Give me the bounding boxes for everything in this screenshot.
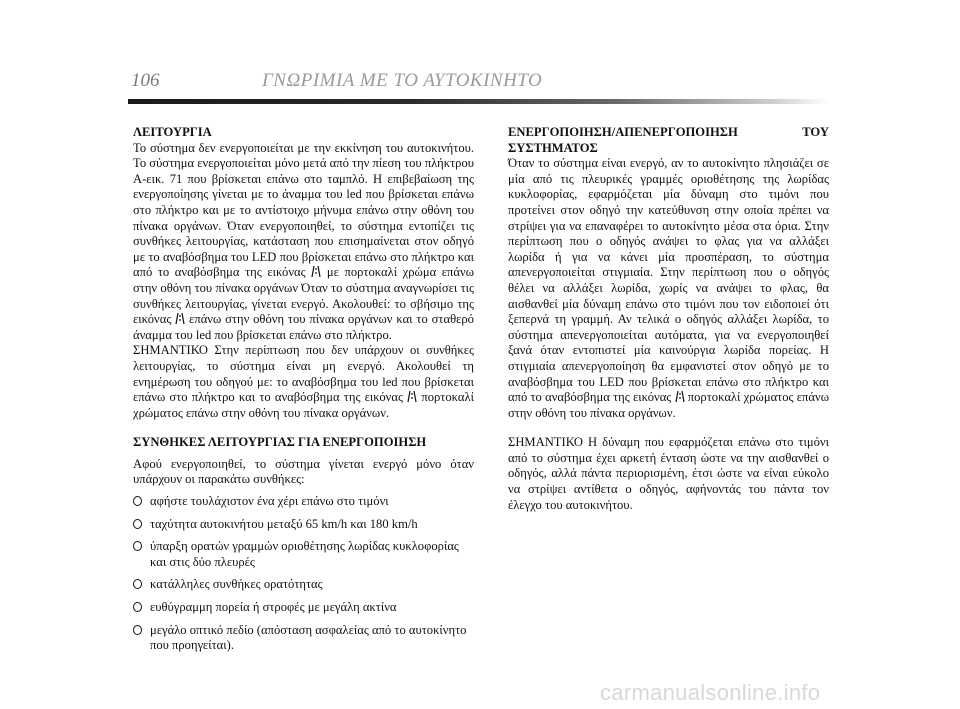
important-note-right: ΣΗΜΑΝΤΙΚΟ Η δύναμη που εφαρμόζεται επάνω στο τιμόνι από το σύστημα έχει αρκετή ένταση ώστε να την αισθανθεί ο οδηγός, αλλά πάντα περιορισμένη, έτσι ώστε να είναι εύκολο να στρίψει αντίθετα ο οδηγός, αφήνοντάς του πάντα τον έλεγχο του αυτοκινήτου. — [508, 435, 829, 512]
lane-assist-icon — [311, 265, 321, 278]
list-item-text: ευθύγραμμη πορεία ή στροφές με μεγάλη ακτίνα — [150, 600, 397, 615]
important-text-2: πορτοκαλί χρώματος επάνω στην οθόνη του πίνακα οργάνων. — [133, 390, 474, 420]
page-number: 106 — [131, 70, 160, 91]
lane-assist-icon — [407, 390, 417, 403]
operation-text-3: επάνω στην οθόνη του πίνακα οργάνων και το σταθερό άναμμα του led που βρίσκεται επάνω στο πλήκτρο. — [133, 312, 474, 342]
bullet-circle-icon — [133, 602, 142, 612]
list-item-text: μεγάλο οπτικό πεδίο (απόσταση ασφαλείας από το αυτοκίνητο που προηγείται). — [150, 622, 467, 653]
lane-assist-icon — [675, 390, 685, 403]
lane-assist-icon — [175, 312, 185, 325]
list-item — [133, 494, 474, 510]
bullet-circle-icon — [133, 541, 142, 551]
activation-paragraph — [508, 156, 829, 421]
left-column — [133, 125, 474, 661]
page-heading: ΓΝΩΡΙΜΙΑ ΜΕ ΤΟ ΑΥΤΟΚΙΝΗΤΟ — [262, 70, 543, 91]
list-item-text: ταχύτητα αυτοκινήτου μεταξύ 65 km/h και 180 km/h — [150, 516, 418, 531]
list-item-text: αφήστε τουλάχιστον ένα χέρι επάνω στο τιμόνι — [150, 494, 389, 509]
bullet-circle-icon — [133, 519, 142, 529]
watermark: carmanualsonline.info — [600, 680, 821, 705]
list-item — [133, 517, 474, 533]
section-heading-operation: ΛΕΙΤΟΥΡΓΙΑ — [133, 125, 212, 139]
list-item — [133, 577, 474, 593]
list-item — [133, 539, 474, 570]
important-note-left — [133, 343, 474, 421]
activation-text-2: πορτοκαλί χρώματος επάνω στην οθόνη του πίνακα οργάνων. — [508, 390, 829, 420]
bullet-circle-icon — [133, 579, 142, 589]
conditions-list — [133, 494, 474, 654]
important-text-1: ΣΗΜΑΝΤΙΚΟ Στην περίπτωση που δεν υπάρχουν οι συνθήκες λειτουργίας, το σύστημα είναι μη ενεργό. Ακολουθεί τη ενημέρωση του οδηγού με: το αναβόσβημα του led που βρίσκεται επάνω στο πλήκτρο και το αναβόσβημα της εικόνας — [133, 343, 474, 405]
right-column — [508, 125, 829, 513]
list-item — [133, 600, 474, 616]
header-rule — [128, 99, 830, 104]
activation-text-1: Όταν το σύστημα είναι ενεργό, αν το αυτοκίνητο πλησιάζει σε μία από τις πλευρικές γραμμές οριοθέτησης της λωρίδας κυκλοφορίας, εφαρμόζεται μία δύναμη στο τιμόνι που προτείνει στον οδηγό την κατεύθυνση στην οποία πρέπει να στρίψει για να επαναφέρει το αυτοκίνητο μέσα στα όρια. Στην περίπτωση που ο οδηγός ανάψει το φλας για να αλλάξει λωρίδα ή για να κάνει μία προσπέραση, το σύστημα απενεργοποιείται στιγμιαία. Στην περίπτωση που ο οδηγός θέλει να αλλάξει λωρίδα, χωρίς να ανάψει το φλας, θα αισθανθεί μία δύναμη επάνω στο τιμόνι που τον ειδοποιεί ότι ξεπερνά τη γραμμή. Αν τελικά ο οδηγός αλλάξει λωρίδα, το σύστημα απενεργοποιείται αυτόματα, για να ενεργοποιηθεί ξανά όταν εντοπιστεί μία καινούργια λωρίδα πορείας. Η στιγμιαία απενεργοποίηση θα εμφανιστεί στον οδηγό με το αναβόσβημα του LED που βρίσκεται επάνω στο πλήκτρο και από το αναβόσβημα της εικόνας — [508, 156, 829, 405]
operation-text-1: Το σύστημα δεν ενεργοποιείται με την εκκίνηση του αυτοκινήτου. Το σύστημα ενεργοποιείται μόνο μετά από την πίεση του πλήκτρου Α-εικ. 71 που βρίσκεται επάνω στο ταμπλό. Η επιβεβαίωση της ενεργοποίησης γίνεται με το άναμμα του led που βρίσκεται επάνω στο πλήκτρο και με το αντίστοιχο μήνυμα επάνω στην οθόνη του πίνακα οργάνων. Όταν ενεργοποιηθεί, το σύστημα εντοπίζει τις συνθήκες λειτουργίας, κατάσταση που επισημαίνεται στον οδηγό με το αναβόσβημα του LED που βρίσκεται επάνω στο πλήκτρο και από το αναβόσβημα της εικόνας — [133, 140, 474, 280]
operation-paragraph — [133, 141, 474, 344]
section-heading-conditions: ΣΥΝΘΗΚΕΣ ΛΕΙΤΟΥΡΓΙΑΣ ΓΙΑ ΕΝΕΡΓΟΠΟΙΗΣΗ — [133, 435, 427, 450]
list-item-text: ύπαρξη ορατών γραμμών οριοθέτησης λωρίδας κυκλοφορίας και στις δύο πλευρές — [150, 539, 459, 569]
bullet-circle-icon — [133, 625, 142, 635]
list-item — [133, 623, 474, 654]
operation-text-2: με πορτοκαλί χρώμα επάνω στην οθόνη του πίνακα οργάνων Όταν το σύστημα αναγνωρίσει τις συνθήκες λειτουργίας, γίνεται ενεργό. Ακολουθεί: το σβήσιμο της εικόνας — [133, 265, 474, 327]
section-heading-activation: ΕΝΕΡΓΟΠΟΙΗΣΗ/ΑΠΕΝΕΡΓΟΠΟΙΗΣΗ ΤΟΥ ΣΥΣΤΗΜΑΤΟΣ — [508, 125, 829, 155]
bullet-circle-icon — [133, 496, 142, 506]
list-item-text: κατάλληλες συνθήκες ορατότητας — [150, 577, 323, 592]
conditions-intro: Αφού ενεργοποιηθεί, το σύστημα γίνεται ενεργό μόνο όταν υπάρχουν οι παρακάτω συνθήκες: — [133, 456, 474, 487]
